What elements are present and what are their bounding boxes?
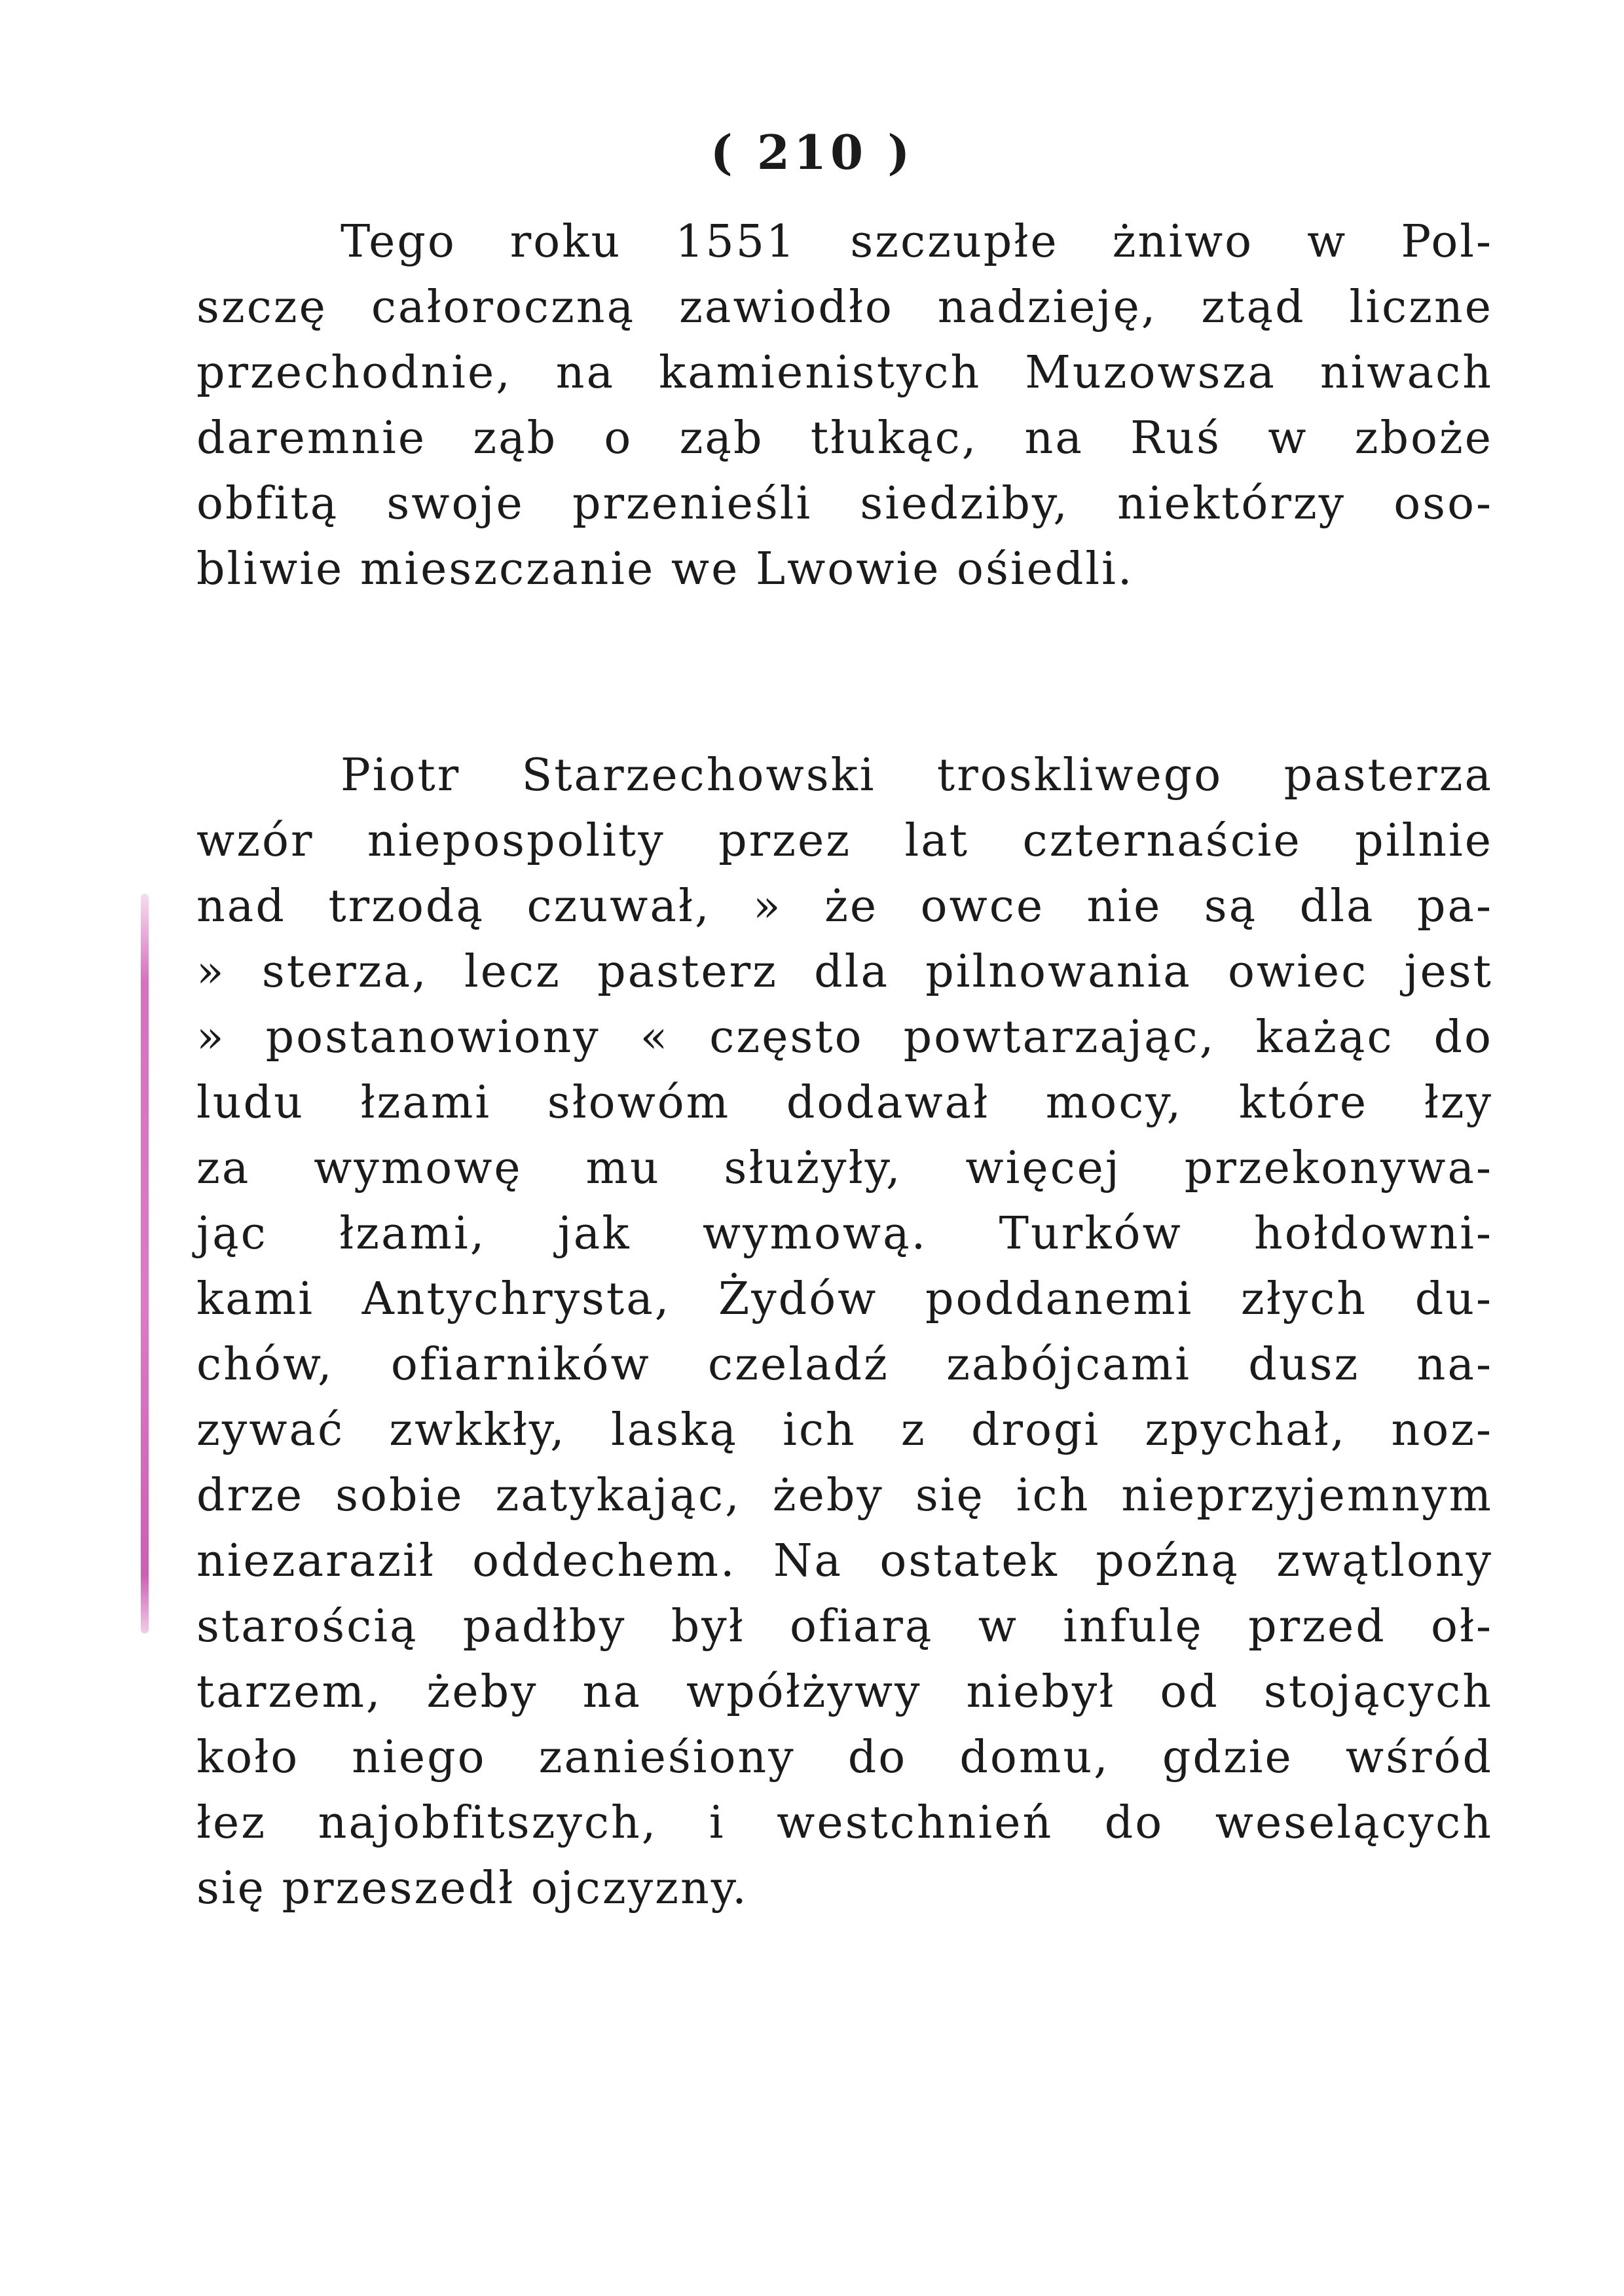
text-line: kami Antychrysta, Żydów poddanemi złych du- — [196, 1273, 1493, 1325]
text-line: przechodnie, na kamienistych Muzowsza niwach — [196, 347, 1493, 399]
text-line: chów, ofiarników czeladź zabójcami dusz na- — [196, 1339, 1493, 1391]
paragraph-2 — [196, 743, 1493, 1922]
text-line: starością padłby był ofiarą w infulę przed oł- — [196, 1601, 1493, 1652]
text-line: się przeszedł ojczyzny. — [196, 1863, 748, 1914]
text-line: szczę całoroczną zawiodło nadzieję, ztąd liczne — [196, 282, 1493, 333]
text-line: niezaraził oddechem. Na ostatek poźną zwątlony — [196, 1535, 1493, 1587]
text-line: » sterza, lecz pasterz dla pilnowania owiec jest — [196, 946, 1493, 998]
paragraph-1 — [196, 210, 1493, 602]
text-line: » postanowiony « często powtarzając, każąc do — [196, 1011, 1493, 1063]
text-line: daremnie ząb o ząb tłukąc, na Ruś w zboże — [196, 412, 1493, 464]
text-line: jąc łzami, jak wymową. Turków hołdowni- — [196, 1208, 1493, 1260]
text-line: tarzem, żeby na wpółżywy niebył od stojących — [196, 1666, 1493, 1718]
text-line: za wymowę mu służyły, więcej przekonywa- — [196, 1142, 1493, 1194]
text-line: obfitą swoje przenieśli siedziby, niektórzy oso- — [196, 478, 1493, 530]
text-line: łez najobfitszych, i westchnień do weselących — [196, 1797, 1493, 1849]
text-line: zywać zwkkły, laską ich z drogi zpychał, noz- — [196, 1404, 1493, 1456]
text-line: ludu łzami słowóm dodawał mocy, które łzy — [196, 1077, 1493, 1129]
text-line: wzór niepospolity przez lat czternaście pilnie — [196, 815, 1493, 867]
text-line: Piotr Starzechowski troskliwego pasterza — [341, 750, 1493, 801]
text-line: bliwie mieszczanie we Lwowie ośiedli. — [196, 543, 1134, 595]
text-line: Tego roku 1551 szczupłe żniwo w Pol- — [341, 216, 1493, 268]
page-number: ( 210 ) — [710, 124, 914, 180]
text-line: drze sobie zatykając, żeby się ich nieprzyjemnym — [196, 1470, 1493, 1522]
text-line: nad trzodą czuwał, » że owce nie są dla pa- — [196, 881, 1493, 932]
margin-highlight-mark — [141, 894, 149, 1633]
text-line: koło niego zanieśiony do domu, gdzie wśród — [196, 1732, 1493, 1783]
